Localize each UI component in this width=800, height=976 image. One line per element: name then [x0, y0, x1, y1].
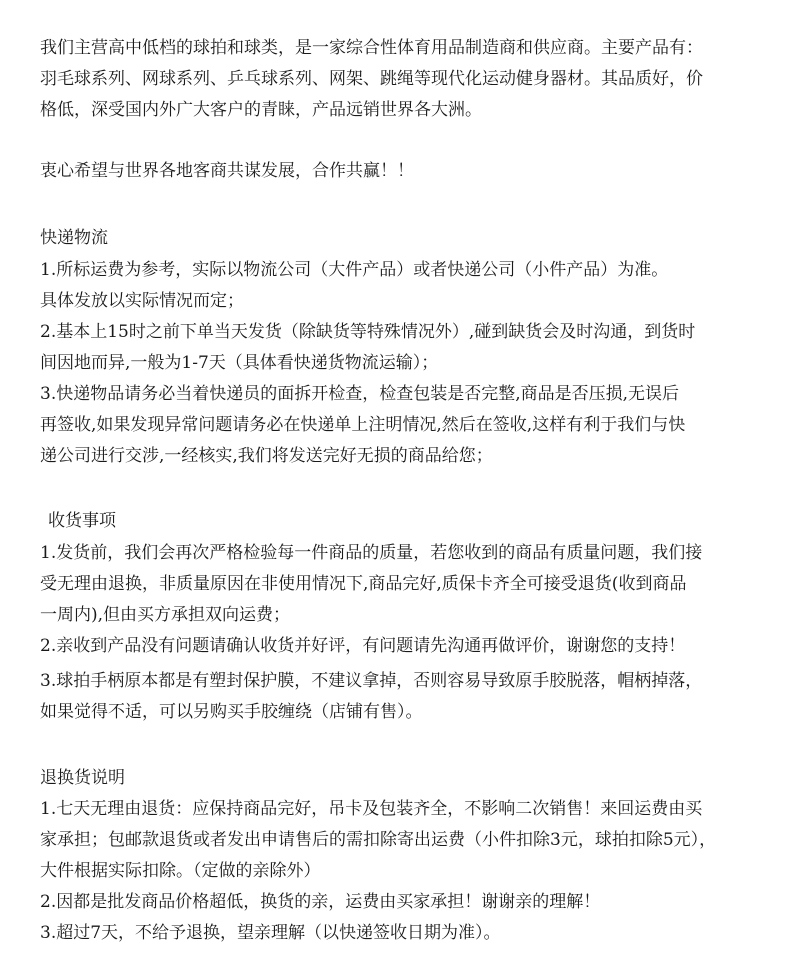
- shipping-heading: 快递物流: [40, 228, 108, 248]
- shipping-line-2: 具体发放以实际情况而定；: [40, 291, 244, 311]
- shipping-line-3: 2.基本上15时之前下单当天发货（除缺货等特殊情况外）,碰到缺货会及时沟通，到货时: [40, 322, 696, 342]
- returns-line-3: 大件根据实际扣除。（定做的亲除外）: [40, 861, 321, 881]
- shipping-line-6: 再签收,如果发现异常问题请务必在快递单上注明情况,然后在签收,这样有利于我们与快: [40, 415, 686, 435]
- shipping-line-5: 3.快递物品请务必当着快递员的面拆开检查，检查包装是否完整,商品是否压损,无误后: [40, 384, 680, 404]
- shipping-line-4: 间因地而异,一般为1-7天（具体看快递货物流运输）；: [40, 353, 439, 373]
- returns-line-2: 家承担；包邮款退货或者发出申请售后的需扣除寄出运费（小件扣除3元，球拍扣除5元），: [40, 830, 717, 850]
- intro-line-2: 羽毛球系列、网球系列、乒乓球系列、网架、跳绳等现代化运动健身器材。其品质好，价: [40, 69, 703, 89]
- intro-line-1: 我们主营高中低档的球拍和球类，是一家综合性体育用品制造商和供应商。主要产品有：: [40, 38, 703, 58]
- shipping-line-7: 递公司进行交涉,一经核实,我们将发送完好无损的商品给您；: [40, 446, 493, 466]
- receiving-line-3: 一周内),但由买方承担双向运费；: [40, 605, 291, 625]
- intro-line-3: 格低，深受国内外广大客户的青睐，产品远销世界各大洲。: [40, 100, 482, 120]
- returns-heading: 退换货说明: [40, 768, 125, 788]
- receiving-line-6: 如果觉得不适，可以另购买手胶缠绕（店铺有售）。: [40, 702, 423, 722]
- receiving-line-5: 3.球拍手柄原本都是有塑封保护膜，不建议拿掉，否则容易导致原手胶脱落，帽柄掉落，: [40, 671, 703, 691]
- cooperation-wish: 衷心希望与世界各地客商共谋发展，合作共赢！！: [40, 161, 414, 181]
- receiving-line-4: 2.亲收到产品没有问题请确认收货并好评，有问题请先沟通再做评价，谢谢您的支持！: [40, 636, 686, 656]
- receiving-heading: 收货事项: [48, 511, 116, 531]
- returns-line-5: 3.超过7天，不给予退换，望亲理解（以快递签收日期为准）。: [40, 923, 501, 943]
- returns-line-4: 2.因都是批发商品价格超低，换货的亲，运费由买家承担！谢谢亲的理解！: [40, 892, 601, 912]
- receiving-line-1: 1.发货前，我们会再次严格检验每一件商品的质量，若您收到的商品有质量问题，我们接: [40, 543, 703, 563]
- shipping-line-1: 1.所标运费为参考，实际以物流公司（大件产品）或者快递公司（小件产品）为准。: [40, 260, 669, 280]
- receiving-line-2: 受无理由退换，非质量原因在非使用情况下,商品完好,质保卡齐全可接受退货(收到商品: [40, 574, 687, 594]
- returns-line-1: 1.七天无理由退货：应保持商品完好，吊卡及包装齐全，不影响二次销售！来回运费由买: [40, 799, 703, 819]
